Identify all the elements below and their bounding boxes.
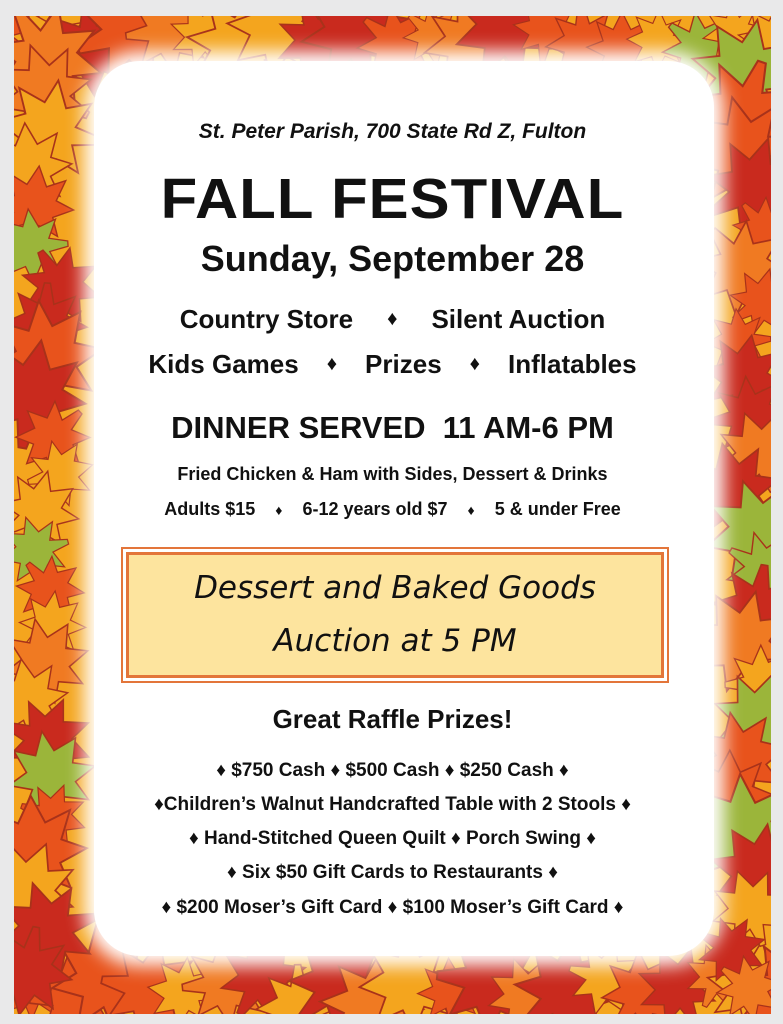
dinner-prices (14, 499, 771, 520)
prize-line-cash: ♦ $750 Cash ♦ $500 Cash ♦ $250 Cash ♦ (216, 760, 569, 781)
event-title: FALL FESTIVAL (160, 167, 625, 231)
diamond-separator: ♦ (469, 353, 480, 375)
flyer-page (14, 16, 771, 1014)
event-date: Sunday, September 28 (200, 238, 585, 279)
activity-kids-games: Kids Games (148, 349, 299, 379)
price-under-five: 5 & under Free (494, 499, 621, 519)
price-children: 6-12 years old $7 (302, 499, 448, 519)
dinner-time: DINNER SERVED 11 AM-6 PM (171, 410, 614, 445)
activity-inflatables: Inflatables (508, 349, 637, 379)
dinner-menu: Fried Chicken & Ham with Sides, Dessert & Drinks (177, 464, 608, 484)
diamond-separator: ♦ (387, 308, 398, 330)
diamond-separator: ♦ (275, 501, 283, 518)
location-line: St. Peter Parish, 700 State Rd Z, Fulton (198, 120, 587, 143)
prize-line-mosers: ♦ $200 Moser’s Gift Card ♦ $100 Moser’s Gift Card ♦ (161, 897, 624, 918)
activity-prizes: Prizes (365, 349, 442, 379)
activity-silent-auction: Silent Auction (431, 304, 606, 334)
auction-line-1: Dessert and Baked Goods (194, 570, 596, 607)
prize-line-quilt-swing: ♦ Hand-Stitched Queen Quilt ♦ Porch Swing ♦ (189, 828, 596, 849)
diamond-separator: ♦ (326, 353, 338, 375)
prize-line-gift-cards: ♦ Six $50 Gift Cards to Restaurants ♦ (227, 862, 558, 883)
dessert-auction-box (126, 552, 664, 678)
diamond-separator: ♦ (467, 501, 475, 518)
prize-line-table: ♦Children’s Walnut Handcrafted Table with 2 Stools ♦ (154, 794, 631, 815)
raffle-heading: Great Raffle Prizes! (272, 704, 513, 734)
auction-line-2: Auction at 5 PM (273, 623, 517, 659)
activity-country-store: Country Store (179, 304, 354, 334)
activities-row-1 (14, 304, 771, 335)
activities-row-2 (14, 349, 771, 380)
price-adults: Adults $15 (164, 499, 256, 519)
